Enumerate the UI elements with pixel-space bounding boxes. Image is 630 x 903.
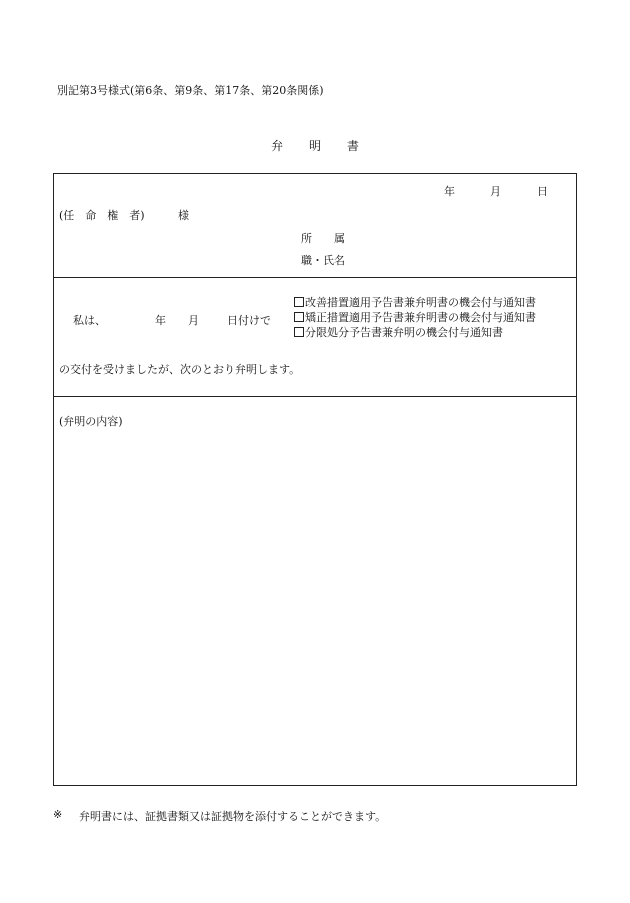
divider-2 (53, 396, 577, 397)
statement-text: の交付を受けましたが、次のとおり弁明します。 (59, 363, 301, 376)
document-title (0, 137, 630, 154)
checkbox-icon[interactable] (294, 312, 304, 322)
date-month-label: 月 (490, 185, 501, 198)
content-label: (弁明の内容) (59, 415, 123, 428)
note-mark: ※ (53, 808, 63, 821)
divider-1 (53, 277, 577, 278)
title-char-1: 弁 (271, 139, 284, 153)
dated-label: 日付けで (227, 314, 271, 327)
option-disposition[interactable]: 分限処分予告書兼弁明の機会付与通知書 (294, 325, 536, 340)
checkbox-icon[interactable] (294, 327, 304, 337)
name-label: 職・氏名 (301, 254, 345, 267)
notice-year-label: 年 (155, 314, 166, 327)
checkbox-icon[interactable] (294, 297, 304, 307)
honorific-label: 様 (178, 209, 189, 222)
defense-content-area[interactable] (70, 430, 565, 775)
title-char-3: 書 (346, 139, 359, 153)
title-char-2: 明 (308, 139, 321, 153)
form-reference: 別記第3号様式(第6条、第9条、第17条、第20条関係) (57, 84, 324, 97)
notice-options (294, 295, 536, 340)
addressee-label: (任 命 権 者) (59, 209, 145, 222)
notice-month-label: 月 (188, 314, 199, 327)
date-year-label: 年 (444, 185, 455, 198)
date-line (0, 183, 630, 197)
affiliation-label: 所 属 (301, 232, 345, 245)
footer-note: 弁明書には、証拠書類又は証拠物を添付することができます。 (79, 810, 387, 823)
option-improvement[interactable]: 改善措置適用予告書兼弁明書の機会付与通知書 (294, 295, 536, 310)
option-correction[interactable]: 矯正措置適用予告書兼弁明書の機会付与通知書 (294, 310, 536, 325)
i-am-label: 私は、 (73, 314, 106, 327)
date-day-label: 日 (537, 185, 548, 198)
